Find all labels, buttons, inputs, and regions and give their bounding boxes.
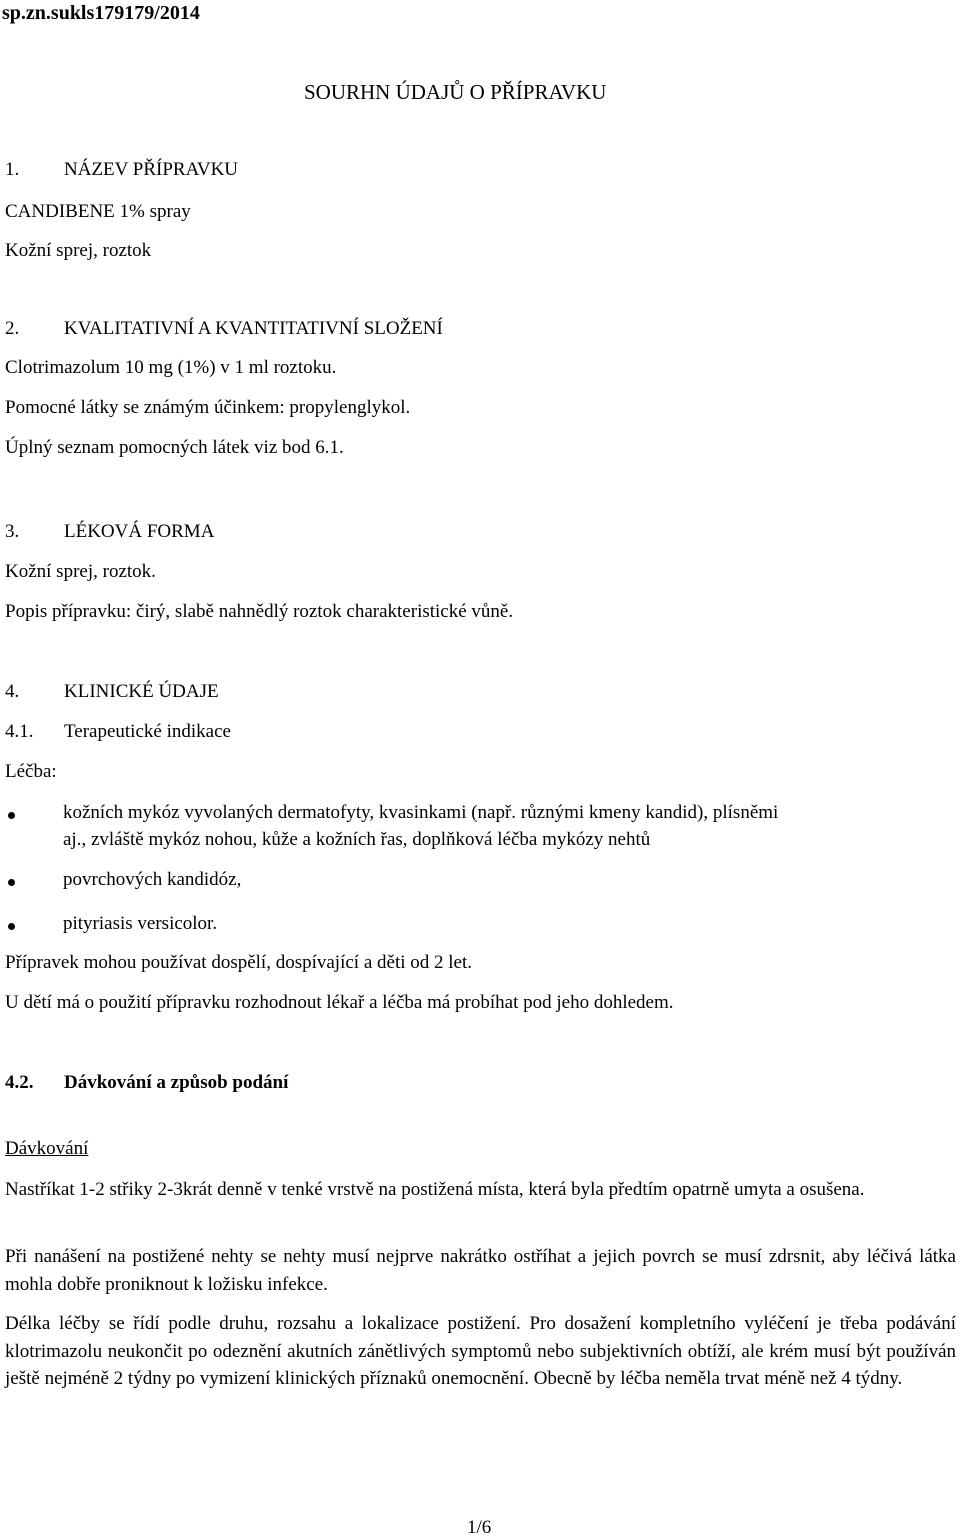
composition-line: Clotrimazolum 10 mg (1%) v 1 ml roztoku. bbox=[5, 357, 337, 378]
treatment-label: Léčba: bbox=[5, 761, 57, 782]
composition-line: Pomocné látky se známým účinkem: propylenglykol. bbox=[5, 397, 411, 418]
section-title: KVALITATIVNÍ A KVANTITATIVNÍ SLOŽENÍ bbox=[64, 318, 443, 339]
section-1-heading bbox=[5, 159, 238, 181]
subsection-4-2-heading bbox=[5, 1072, 288, 1094]
section-4-heading bbox=[5, 681, 219, 703]
indication-item: povrchových kandidóz, bbox=[63, 869, 242, 890]
section-2-heading bbox=[5, 318, 443, 340]
product-name: CANDIBENE 1% spray bbox=[5, 201, 191, 222]
dosage-paragraph: Nastříkat 1-2 střiky 2-3krát denně v tenké vrstvě na postižená místa, která byla předtím opatrně umyta a osušena. bbox=[5, 1179, 865, 1200]
section-title: NÁZEV PŘÍPRAVKU bbox=[64, 159, 239, 180]
indication-item: pityriasis versicolor. bbox=[63, 913, 218, 934]
form-line: Kožní sprej, roztok. bbox=[5, 561, 156, 582]
form-line: Popis přípravku: čirý, slabě nahnědlý roztok charakteristické vůně. bbox=[5, 601, 514, 622]
bullet-icon bbox=[8, 879, 15, 886]
document-title: SOURHN ÚDAJŮ O PŘÍPRAVKU bbox=[304, 80, 607, 104]
page-number: 1/6 bbox=[467, 1517, 492, 1538]
dosage-paragraph: Délka léčby se řídí podle druhu, rozsahu a lokalizace postižení. Pro dosažení kompletního vyléčení je třeba podávání klotrimazolu neukončit po odeznění akutních zánětlivých symptomů nebo subjektivních obtíží, ale krém musí být používán ještě nejméně 2 týdny po vymizení klinických příznaků onemocnění. Obecně by léčba neměla trvat méně než 4 týdny. bbox=[5, 1313, 956, 1389]
document-reference: sp.zn.sukls179179/2014 bbox=[2, 2, 200, 24]
bullet-icon bbox=[8, 923, 15, 930]
composition-line: Úplný seznam pomocných látek viz bod 6.1. bbox=[5, 437, 344, 458]
section-number: 4. bbox=[5, 681, 20, 702]
subsection-title: Terapeutické indikace bbox=[64, 721, 231, 742]
section-number: 3. bbox=[5, 521, 20, 542]
subsection-number: 4.1. bbox=[5, 721, 34, 742]
section-number: 1. bbox=[5, 159, 20, 180]
dosage-label: Dávkování bbox=[5, 1138, 89, 1159]
indication-item: kožních mykóz vyvolaných dermatofyty, kvasinkami (např. různými kmeny kandid), plísněmi bbox=[63, 802, 779, 823]
subsection-number: 4.2. bbox=[5, 1072, 34, 1093]
usage-note: U dětí má o použití přípravku rozhodnout lékař a léčba má probíhat pod jeho dohledem. bbox=[5, 992, 674, 1013]
section-title: LÉKOVÁ FORMA bbox=[64, 521, 215, 542]
dosage-paragraph: Při nanášení na postižené nehty se nehty musí nejprve nakrátko ostříhat a jejich povrch se musí zdrsnit, aby léčivá látka mohla dobře proniknout k ložisku infekce. bbox=[5, 1246, 956, 1295]
subsection-title: Dávkování a způsob podání bbox=[64, 1072, 289, 1093]
indication-item-continued: aj., zvláště mykóz nohou, kůže a kožních řas, doplňková léčba mykózy nehtů bbox=[63, 829, 651, 850]
section-number: 2. bbox=[5, 318, 20, 339]
usage-note: Přípravek mohou používat dospělí, dospívající a děti od 2 let. bbox=[5, 952, 472, 973]
subsection-4-1-heading bbox=[5, 721, 231, 743]
product-form: Kožní sprej, roztok bbox=[5, 240, 152, 261]
section-3-heading bbox=[5, 521, 214, 543]
section-title: KLINICKÉ ÚDAJE bbox=[64, 681, 219, 702]
bullet-icon bbox=[8, 812, 15, 819]
